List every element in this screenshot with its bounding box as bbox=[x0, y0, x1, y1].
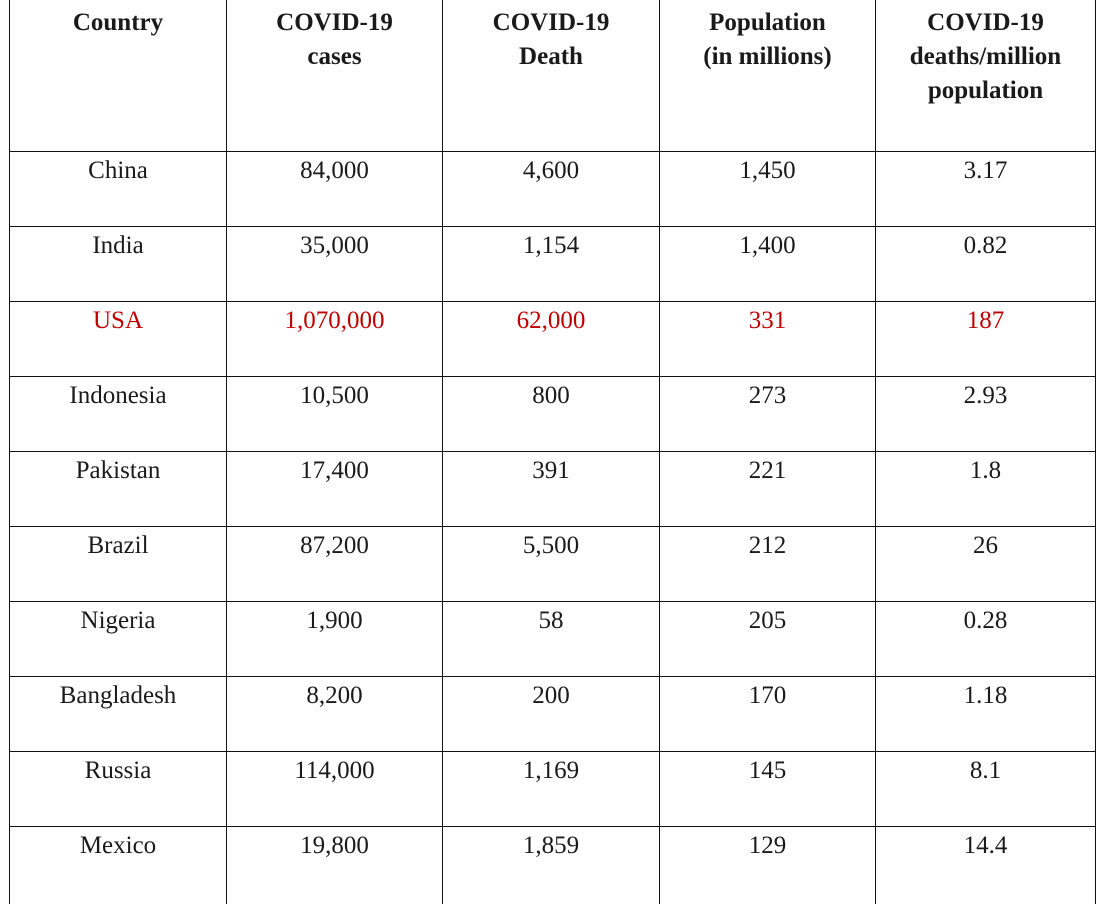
cell-country: Indonesia bbox=[10, 376, 227, 451]
cell-cases: 87,200 bbox=[227, 526, 443, 601]
cell-cases: 1,900 bbox=[227, 601, 443, 676]
cell-deaths-per-million: 0.82 bbox=[876, 226, 1096, 301]
cell-deaths-per-million: 2.93 bbox=[876, 376, 1096, 451]
header-covid-death: COVID-19 Death bbox=[443, 0, 660, 151]
cell-deaths-per-million: 8.1 bbox=[876, 751, 1096, 826]
cell-country: India bbox=[10, 226, 227, 301]
cell-country: Brazil bbox=[10, 526, 227, 601]
cell-country: Pakistan bbox=[10, 451, 227, 526]
table-row bbox=[10, 451, 1096, 526]
table-row bbox=[10, 751, 1096, 826]
cell-deaths-per-million: 187 bbox=[876, 301, 1096, 376]
cell-cases: 35,000 bbox=[227, 226, 443, 301]
cell-population: 1,400 bbox=[660, 226, 876, 301]
cell-population: 145 bbox=[660, 751, 876, 826]
cell-cases: 8,200 bbox=[227, 676, 443, 751]
table-row bbox=[10, 826, 1096, 904]
cell-population: 170 bbox=[660, 676, 876, 751]
cell-country: Mexico bbox=[10, 826, 227, 904]
cell-cases: 1,070,000 bbox=[227, 301, 443, 376]
covid-statistics-table bbox=[9, 0, 1096, 904]
cell-population: 212 bbox=[660, 526, 876, 601]
header-population: Population (in millions) bbox=[660, 0, 876, 151]
table-row-highlighted bbox=[10, 301, 1096, 376]
cell-country: Russia bbox=[10, 751, 227, 826]
table-row bbox=[10, 226, 1096, 301]
table-row bbox=[10, 676, 1096, 751]
cell-population: 331 bbox=[660, 301, 876, 376]
covid-table-container bbox=[9, 0, 1095, 904]
table-row bbox=[10, 151, 1096, 226]
table-row bbox=[10, 601, 1096, 676]
cell-deaths: 200 bbox=[443, 676, 660, 751]
cell-country: USA bbox=[10, 301, 227, 376]
header-covid-cases: COVID-19 cases bbox=[227, 0, 443, 151]
cell-population: 221 bbox=[660, 451, 876, 526]
cell-deaths: 62,000 bbox=[443, 301, 660, 376]
header-deaths-per-million: COVID-19 deaths/million population bbox=[876, 0, 1096, 151]
cell-deaths: 391 bbox=[443, 451, 660, 526]
cell-population: 1,450 bbox=[660, 151, 876, 226]
cell-cases: 17,400 bbox=[227, 451, 443, 526]
cell-deaths: 800 bbox=[443, 376, 660, 451]
cell-country: Nigeria bbox=[10, 601, 227, 676]
cell-country: China bbox=[10, 151, 227, 226]
cell-country: Bangladesh bbox=[10, 676, 227, 751]
table-row bbox=[10, 526, 1096, 601]
cell-deaths: 4,600 bbox=[443, 151, 660, 226]
header-row bbox=[10, 0, 1096, 151]
cell-population: 205 bbox=[660, 601, 876, 676]
cell-deaths: 1,154 bbox=[443, 226, 660, 301]
cell-cases: 10,500 bbox=[227, 376, 443, 451]
cell-cases: 114,000 bbox=[227, 751, 443, 826]
cell-deaths: 58 bbox=[443, 601, 660, 676]
cell-deaths: 5,500 bbox=[443, 526, 660, 601]
cell-deaths-per-million: 0.28 bbox=[876, 601, 1096, 676]
cell-deaths-per-million: 14.4 bbox=[876, 826, 1096, 904]
cell-deaths: 1,859 bbox=[443, 826, 660, 904]
table-row bbox=[10, 376, 1096, 451]
cell-cases: 19,800 bbox=[227, 826, 443, 904]
cell-deaths-per-million: 1.8 bbox=[876, 451, 1096, 526]
header-country: Country bbox=[10, 0, 227, 151]
cell-deaths-per-million: 1.18 bbox=[876, 676, 1096, 751]
cell-deaths-per-million: 3.17 bbox=[876, 151, 1096, 226]
cell-deaths: 1,169 bbox=[443, 751, 660, 826]
cell-deaths-per-million: 26 bbox=[876, 526, 1096, 601]
cell-population: 273 bbox=[660, 376, 876, 451]
cell-cases: 84,000 bbox=[227, 151, 443, 226]
cell-population: 129 bbox=[660, 826, 876, 904]
